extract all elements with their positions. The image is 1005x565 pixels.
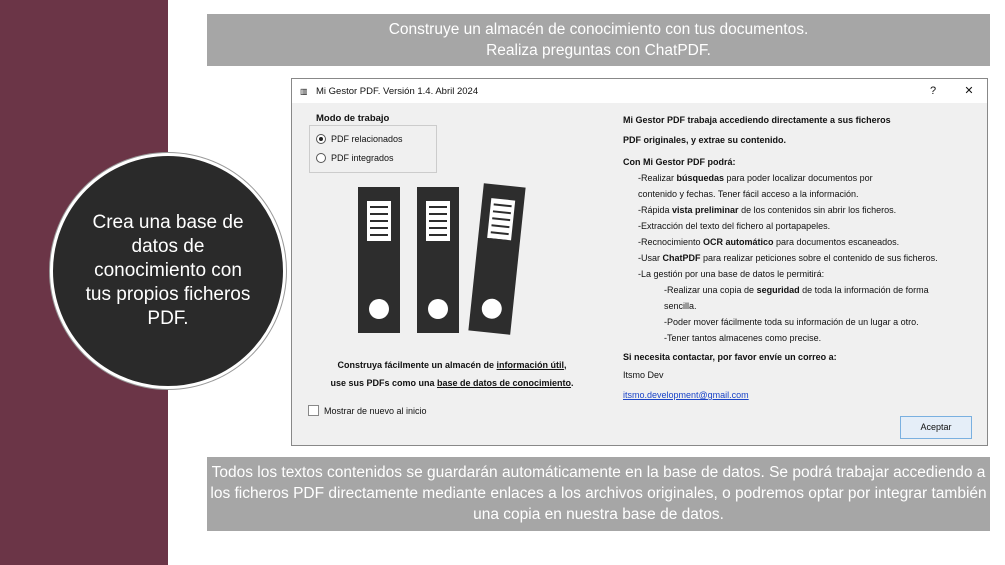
- feature-line: [623, 250, 973, 266]
- radio-label: PDF integrados: [331, 153, 394, 163]
- text: para poder localizar documentos por: [724, 173, 873, 183]
- feature-line: contenido y fechas. Tener fácil acceso a la información.: [638, 189, 859, 199]
- bottom-banner-text: Todos los textos contenidos se guardarán automáticamente en la base de datos. Se podrá trabajar accediendo a los ficheros PDF directamente mediante enlaces a los archivos originales, o podremos optar por integrar también una copia en nuestra base de datos.: [210, 464, 987, 523]
- text: ChatPDF: [662, 253, 701, 263]
- text: -Realizar una copia de: [664, 285, 757, 295]
- sub-feature-line: [623, 282, 973, 298]
- binder-icon: [358, 187, 400, 333]
- text: use sus PDFs como una: [330, 378, 437, 388]
- text: -Recnocimiento: [638, 237, 704, 247]
- app-icon: ▥: [300, 86, 308, 96]
- help-button[interactable]: ?: [929, 85, 937, 97]
- title-bar: [292, 79, 987, 103]
- bottom-banner: [207, 457, 990, 531]
- text: ,: [564, 360, 567, 370]
- radio-pdf-relacionados[interactable]: [316, 134, 403, 144]
- contact-name: Itsmo Dev: [623, 370, 664, 380]
- top-banner-line: Construye un almacén de conocimiento con tus documentos.: [388, 21, 809, 38]
- sub-feature-line: -Poder mover fácilmente toda su información de un lugar a otro.: [664, 317, 919, 327]
- radio-icon: [316, 153, 326, 163]
- circle-text: Crea una base de datos de conocimiento con tus propios ficheros PDF.: [85, 212, 251, 329]
- mode-group: [309, 125, 437, 173]
- checkbox-label: Mostrar de nuevo al inicio: [324, 405, 427, 416]
- radio-selected-icon: [316, 134, 326, 144]
- checkbox-icon: [308, 405, 319, 416]
- top-banner: [207, 14, 990, 66]
- circle-callout: [50, 153, 286, 389]
- contact-title: Si necesita contactar, por favor envíe un correo a:: [623, 352, 837, 362]
- tagline-1: [292, 360, 612, 370]
- text: de los contenidos sin abrir los ficheros.: [738, 205, 897, 215]
- text: búsquedas: [676, 173, 725, 183]
- feature-line: [623, 234, 973, 250]
- tagline-2: [292, 378, 612, 388]
- text: -Realizar: [638, 173, 677, 183]
- binder-icon: [468, 183, 525, 335]
- text: vista preliminar: [672, 205, 739, 215]
- accept-button[interactable]: Aceptar: [900, 416, 972, 439]
- text: base de datos de conocimiento: [436, 378, 572, 388]
- about-dialog: [291, 78, 988, 446]
- text: Construya fácilmente un almacén de: [337, 360, 497, 370]
- radio-label: PDF relacionados: [331, 134, 403, 144]
- info-panel: [623, 112, 973, 403]
- close-button[interactable]: ✕: [964, 85, 974, 97]
- contact-email-link[interactable]: itsmo.development@gmail.com: [623, 390, 749, 400]
- feature-line: [623, 202, 973, 218]
- sub-feature-line: sencilla.: [664, 301, 697, 311]
- text: .: [571, 378, 574, 388]
- text: para documentos escaneados.: [773, 237, 900, 247]
- feature-line: [623, 170, 973, 186]
- radio-pdf-integrados[interactable]: [316, 153, 394, 163]
- show-again-checkbox[interactable]: [308, 405, 427, 416]
- text: OCR automático: [703, 237, 774, 247]
- text: -Usar: [638, 253, 663, 263]
- mode-title: Modo de trabajo: [316, 113, 390, 124]
- text: información útil: [496, 360, 565, 370]
- sub-feature-line: -Tener tantos almacenes como precise.: [664, 333, 822, 343]
- intro-line: Mi Gestor PDF trabaja accediendo directamente a sus ficheros: [623, 115, 891, 125]
- feature-line: -Extracción del texto del fichero al portapapeles.: [638, 221, 831, 231]
- top-banner-line: Realiza preguntas con ChatPDF.: [486, 42, 711, 59]
- binder-icon: [417, 187, 459, 333]
- feature-line: -La gestión por una base de datos le permitirá:: [638, 269, 825, 279]
- features-title: Con Mi Gestor PDF podrá:: [623, 157, 736, 167]
- dialog-title: Mi Gestor PDF. Versión 1.4. Abril 2024: [316, 85, 479, 97]
- text: seguridad: [756, 285, 800, 295]
- text: de toda la información de forma: [799, 285, 929, 295]
- intro-line: PDF originales, y extrae su contenido.: [623, 135, 787, 145]
- text: -Rápida: [638, 205, 673, 215]
- text: para realizar peticiones sobre el contenido de sus ficheros.: [700, 253, 938, 263]
